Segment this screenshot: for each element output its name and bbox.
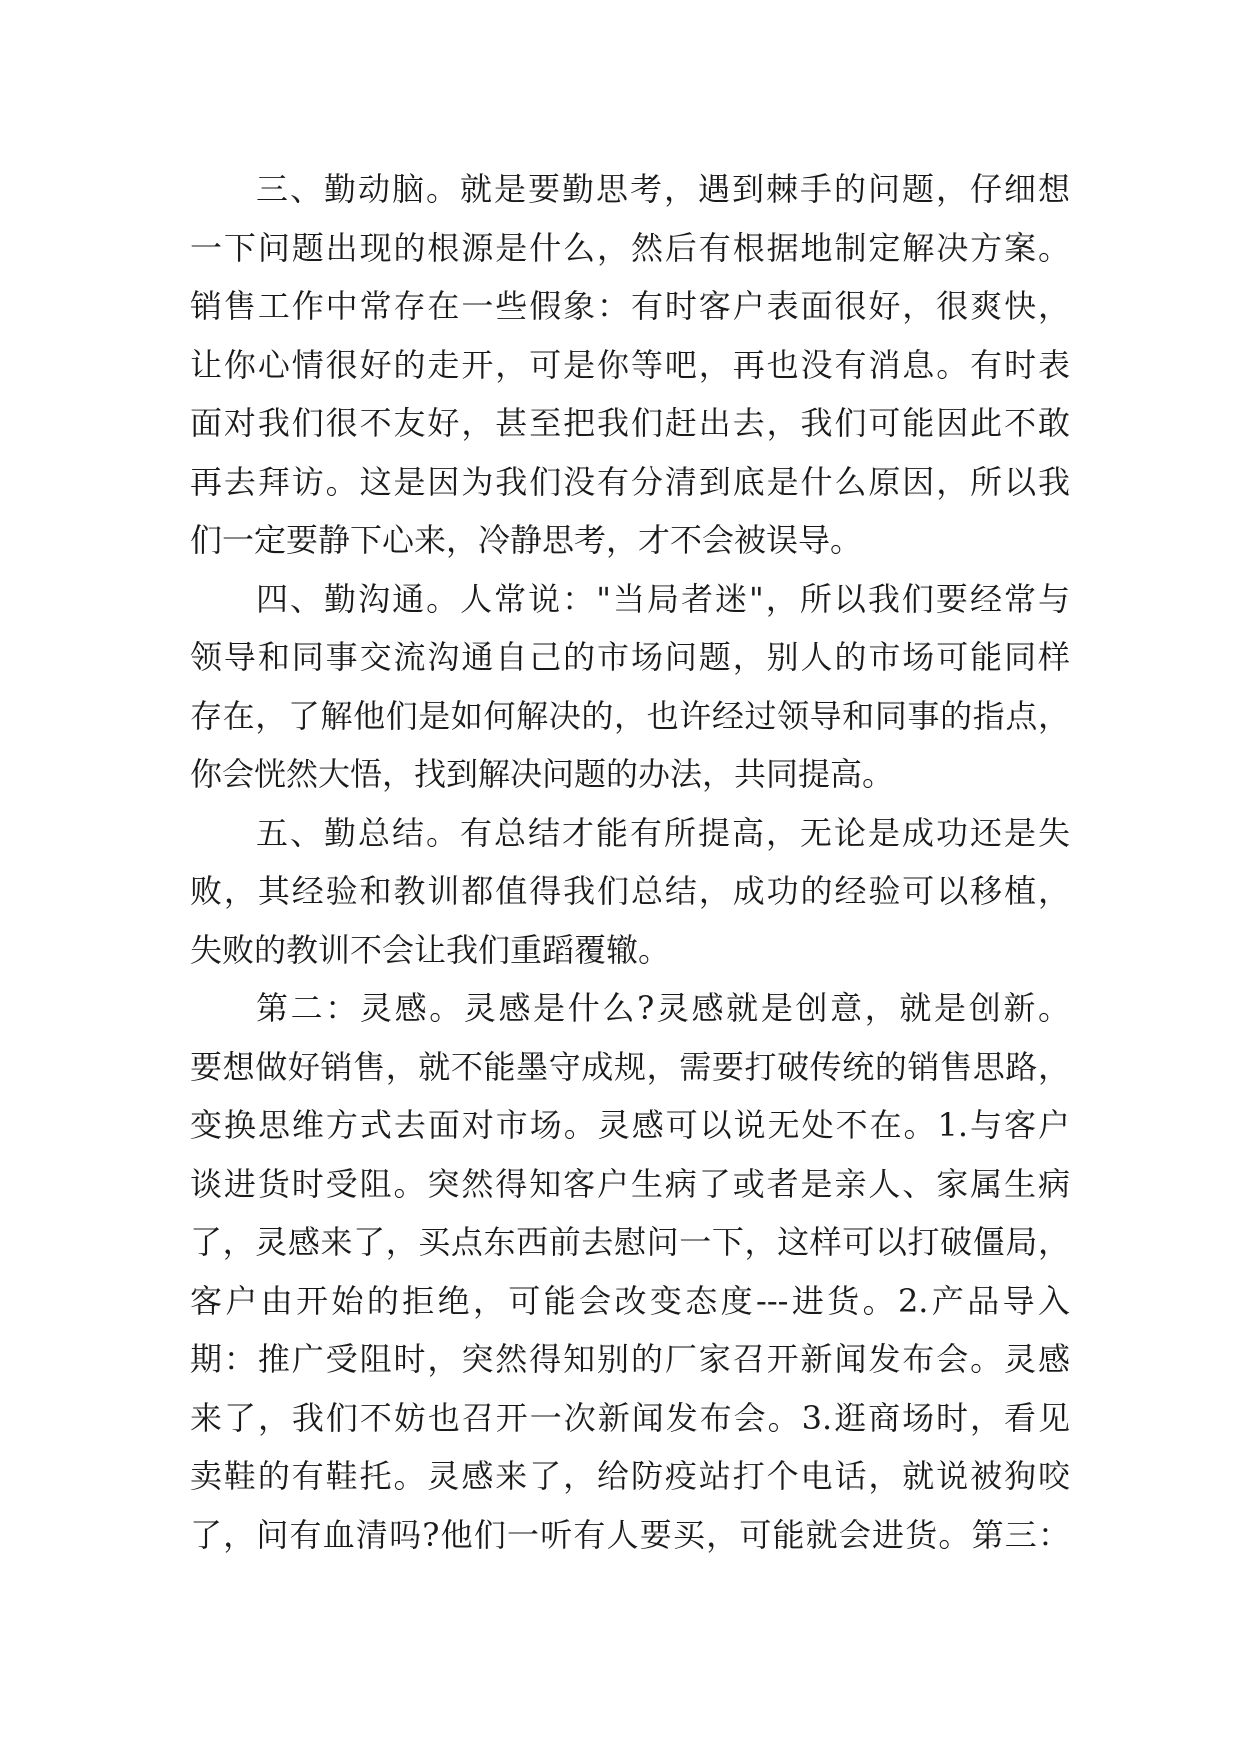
text-line: 销售工作中常存在一些假象：有时客户表面很好，很爽快， [190,287,1070,325]
text-line: 一下问题出现的根源是什么，然后有根据地制定解决方案。 [190,228,1070,267]
text-line: 五、勤总结。有总结才能有所提高，无论是成功还是失 [256,813,1070,852]
paragraph-4-qin-goutong [190,570,1070,804]
text-line: 四、勤沟通。人常说："当局者迷"，所以我们要经常与 [256,579,1070,618]
text-line: 了，问有血清吗?他们一听有人要买，可能就会进货。第三： [190,1515,1070,1554]
text-line: 了，灵感来了，买点东西前去慰问一下，这样可以打破僵局， [190,1223,1070,1261]
paragraph-3-qin-dongnao [190,160,1070,570]
text-line: 们一定要静下心来，冷静思考，才不会被误导。 [190,521,863,559]
text-line: 卖鞋的有鞋托。灵感来了，给防疫站打个电话，就说被狗咬 [190,1457,1070,1495]
text-line: 存在，了解他们是如何解决的，也许经过领导和同事的指点， [190,696,1070,735]
text-line: 谈进货时受阻。突然得知客户生病了或者是亲人、家属生病 [190,1164,1070,1203]
text-line: 要想做好销售，就不能墨守成规，需要打破传统的销售思路， [190,1047,1070,1086]
text-line: 来了，我们不妨也召开一次新闻发布会。3.逛商场时，看见 [190,1398,1070,1437]
body-text [190,160,1070,1564]
text-line: 三、勤动脑。就是要勤思考，遇到棘手的问题，仔细想 [256,170,1070,208]
text-line: 让你心情很好的走开，可是你等吧，再也没有消息。有时表 [190,345,1070,384]
text-line: 面对我们很不友好，甚至把我们赶出去，我们可能因此不敢 [190,404,1070,442]
paragraph-5-qin-zongjie [190,804,1070,980]
text-line: 变换思维方式去面对市场。灵感可以说无处不在。1.与客户 [190,1106,1070,1144]
paragraph-second-linggan [190,979,1070,1564]
text-line: 失败的教训不会让我们重蹈覆辙。 [190,930,671,969]
text-line: 你会恍然大悟，找到解决问题的办法，共同提高。 [190,755,895,793]
text-line: 再去拜访。这是因为我们没有分清到底是什么原因，所以我 [190,462,1070,501]
text-line: 领导和同事交流沟通自己的市场问题，别人的市场可能同样 [190,638,1070,676]
text-line: 客户由开始的拒绝，可能会改变态度---进货。2.产品导入 [190,1281,1070,1320]
text-line: 第二：灵感。灵感是什么?灵感就是创意，就是创新。 [256,989,1070,1027]
text-line: 败，其经验和教训都值得我们总结，成功的经验可以移植， [190,872,1070,910]
text-line: 期：推广受阻时，突然得知别的厂家召开新闻发布会。灵感 [190,1340,1070,1378]
